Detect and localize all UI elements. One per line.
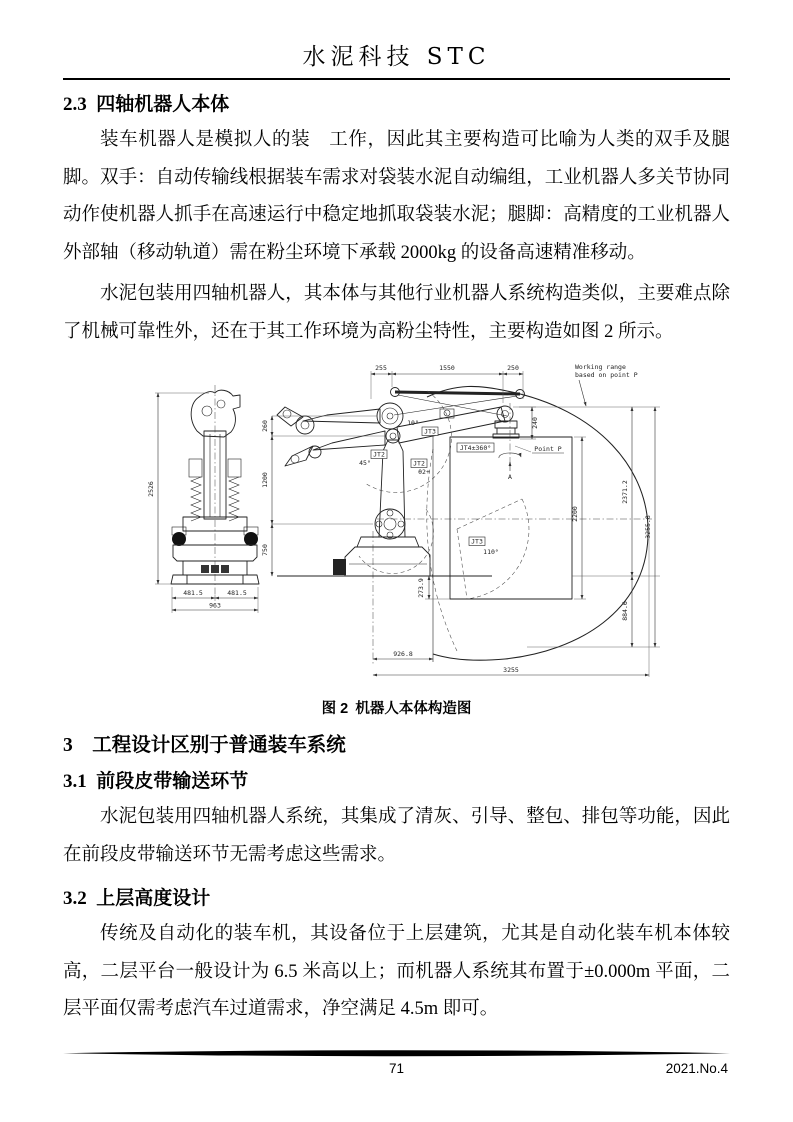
dim-right-2371: 2371.2 bbox=[621, 480, 629, 504]
dim-left-1200: 1200 bbox=[261, 472, 269, 488]
header-rule bbox=[63, 78, 730, 80]
issue-number: 2021.No.4 bbox=[665, 1061, 728, 1076]
robot-technical-drawing bbox=[127, 359, 702, 689]
dim-top-1550: 1550 bbox=[439, 364, 455, 372]
front-view bbox=[147, 385, 259, 613]
label-jt4: JT4±360° bbox=[459, 444, 492, 452]
dim-bottom-926: 926.8 bbox=[393, 650, 413, 658]
label-angle-45: 45° bbox=[359, 459, 371, 467]
paragraph-2-3-2: 水泥包装用四轴机器人，其本体与其他行业机器人系统构造类似，主要难点除了机械可靠性外，还在于其工作环境为高粉尘特性，主要构造如图 2 所示。 bbox=[63, 284, 730, 342]
heading-3-1: 3.1 前段皮带输送环节 bbox=[63, 771, 249, 792]
label-angle-10: 10° bbox=[407, 419, 419, 427]
heading-3: 3 工程设计区别于普通装车系统 bbox=[63, 735, 346, 756]
dim-wrist-240: 240 bbox=[531, 417, 539, 429]
journal-title: 水泥科技 STC bbox=[302, 44, 491, 70]
footer-rule bbox=[63, 1050, 730, 1057]
dim-left-750: 750 bbox=[261, 544, 269, 556]
figure-caption: 图 2 机器人本体构造图 bbox=[321, 701, 472, 717]
dim-front-right: 481.5 bbox=[227, 589, 247, 597]
heading-3-2: 3.2 上层高度设计 bbox=[63, 888, 211, 909]
dim-front-height: 2526 bbox=[147, 481, 155, 497]
note-working-range-2: based on point P bbox=[575, 371, 638, 379]
dim-top-250: 250 bbox=[507, 364, 519, 372]
label-jt2-mid: JT2 bbox=[413, 459, 425, 468]
dim-right-2200: 2200 bbox=[571, 506, 579, 522]
paragraph-3-2: 传统及自动化的装车机，其设备位于上层建筑，尤其是自动化装车机本体较高，二层平台一般设计为 6.5 米高以上；而机器人系统其布置于±0.000m 平面，二层平面仅需考虑汽车过道需求，净空满足 4.5m 即可。 bbox=[63, 924, 730, 1019]
label-jt2-left: JT2 bbox=[373, 450, 385, 459]
dim-top-255: 255 bbox=[375, 364, 387, 372]
label-jt3-top: JT3 bbox=[424, 427, 436, 436]
dim-front-total: 963 bbox=[209, 601, 221, 610]
side-view bbox=[261, 363, 660, 677]
heading-2-3: 2.3 四轴机器人本体 bbox=[63, 94, 230, 115]
label-point-p: Point P bbox=[534, 445, 562, 453]
label-axis-a: A bbox=[508, 473, 512, 481]
page-footer bbox=[63, 1050, 730, 1078]
dim-floor-offset: 273.9 bbox=[417, 578, 425, 598]
note-working-range-1: Working range bbox=[575, 363, 626, 371]
paragraph-2-3-1: 装车机器人是模拟人的装 工作，因此其主要构造可比喻为人类的双手及腿脚。双手：自动传输线根据装车需求对袋装水泥自动编组，工业机器人多关节协同动作使机器人抓手在高速运行中稳定地抓取袋装水泥；腿脚：高精度的工业机器人外部轴（移动轨道）需在粉尘环境下承载 2000kg 的设备高速精准移动。 bbox=[63, 130, 730, 263]
label-angle-theta: θ2+ bbox=[418, 468, 430, 476]
paragraph-3-1: 水泥包装用四轴机器人系统，其集成了清灰、引导、整包、排包等功能，因此在前段皮带输送环节无需考虑这些需求。 bbox=[63, 807, 730, 865]
label-angle-110: 110° bbox=[483, 548, 499, 556]
dim-right-884: 884.6 bbox=[621, 601, 629, 621]
page-number: 71 bbox=[388, 1061, 405, 1076]
dim-left-260: 260 bbox=[261, 420, 269, 432]
label-jt3-low: JT3 bbox=[471, 537, 483, 546]
dim-front-left: 481.5 bbox=[183, 589, 203, 597]
figure-2 bbox=[63, 359, 730, 718]
dim-right-3255: 3255.8 bbox=[644, 515, 652, 539]
dim-bottom-3255: 3255 bbox=[503, 666, 519, 674]
